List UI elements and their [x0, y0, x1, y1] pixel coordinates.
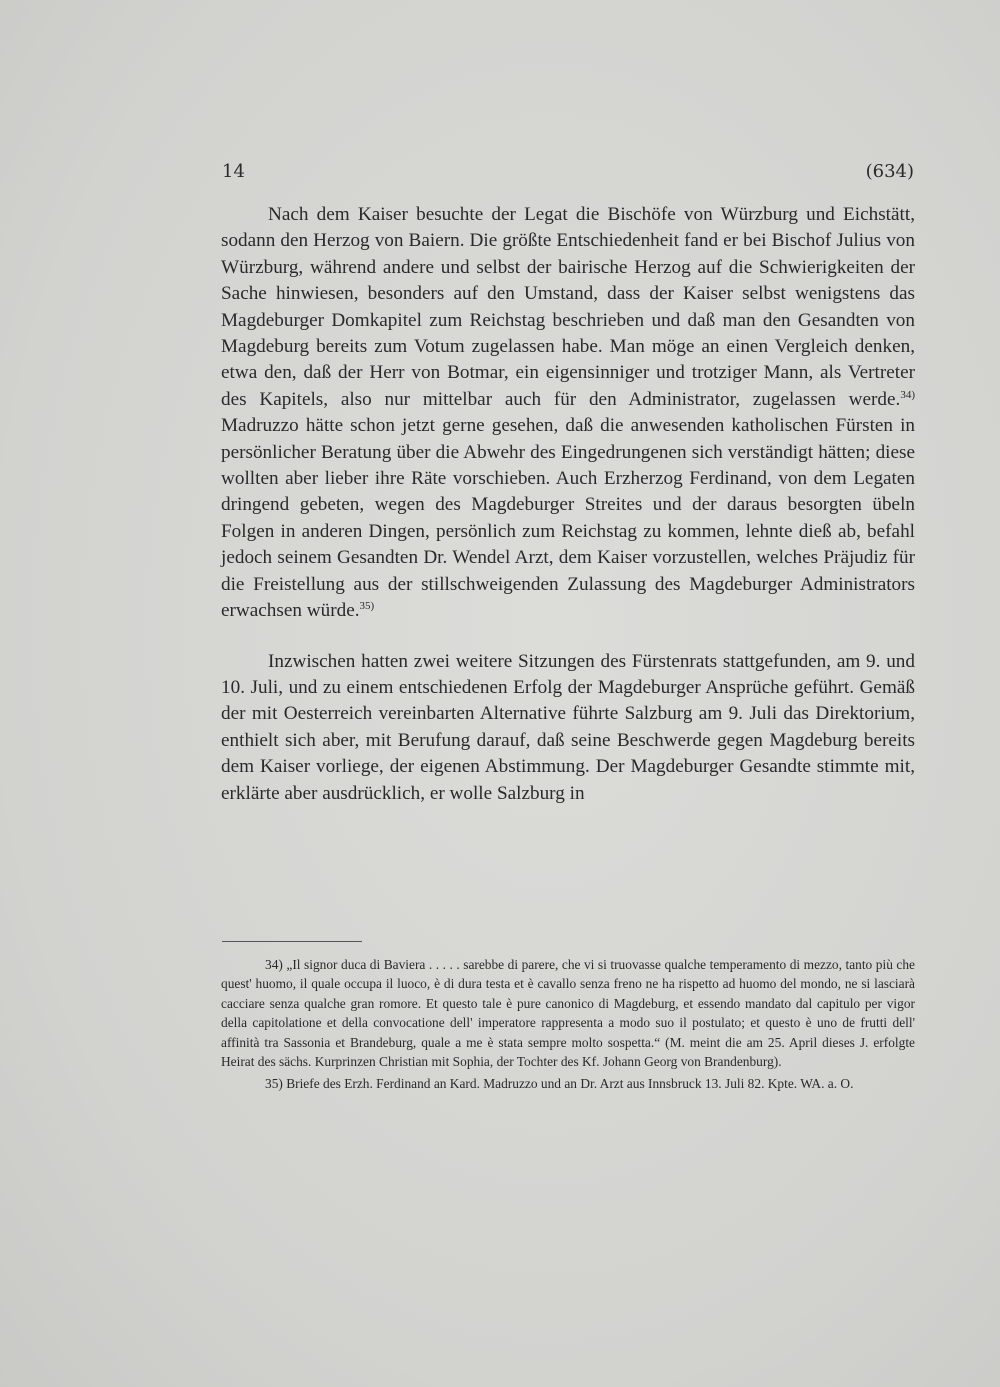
footnote-ref-34: 34): [900, 388, 915, 401]
footnotes: [221, 955, 915, 1094]
paragraph-1: [221, 202, 915, 625]
page-header: [222, 159, 914, 185]
footnote-35: 35) Briefe des Erzh. Ferdinand an Kard. Madruzzo und an Dr. Arzt aus Innsbruck 13. Juli 82. Kpte. WA. a. O.: [265, 1076, 854, 1092]
main-text: [221, 202, 915, 807]
footnote-ref-35: 35): [359, 600, 375, 613]
paragraph-1-part-2: Madruzzo hätte schon jetzt gerne gesehen, daß die anwesenden katholischen Fürsten in persönlicher Beratung über die Abwehr des Eingedrungenen sich verständigt hätten; diese wollten aber lieber ihre Räte vorschieben. Auch Erzherzog Ferdinand, von dem Legaten dringend gebeten, wegen des Magdeburger Streites und der daraus besorgten übeln Folgen in anderen Dingen, persönlich zum Reichstag zu kommen, lehnte dieß ab, befahl jedoch seinem Gesandten Dr. Wendel Arzt, dem Kaiser vorzustellen, welches Präjudiz für die Freistellung aus der stillschweigenden Zulassung des Magdeburger Administrators erwachsen würde.: [221, 415, 915, 622]
footnote-divider: [222, 941, 362, 942]
paragraph-1-part-1: Nach dem Kaiser besuchte der Legat die Bischöfe von Würzburg und Eichstätt, sodann den Herzog von Baiern. Die größte Entschiedenheit fand er bei Bischof Julius von Würzburg, während andere und selbst der bairische Herzog auf die Schwierigkeiten der Sache hinwiesen, besonders auf den Umstand, dass der Kaiser selbst wenigstens das Magdeburger Domkapitel zum Reichstag beschrieben und daß man den Gesandten von Magdeburg bereits zum Votum zugelassen habe. Man möge an einen Vergleich denken, etwa den, daß der Herr von Botmar, ein eigensinniger und trotziger Mann, als Vertreter des Kapitels, also nur mittelbar auch für den Administrator, zugelassen werde.: [221, 204, 915, 410]
footnote-34: 34) „Il signor duca di Baviera . . . . . sarebbe di parere, che vi si truovasse qualche temperamento di mezzo, tanto più che quest' huomo, il quale occupa il luoco, è di dura testa et è cavallo senza freno ne ha rispetto ad huomo del mondo, ne si lasciarà cacciare senza qualche gran romore. Et questo tale è pure canonico di Magdeburg, et essendo mandato dal capitulo per vigor della capitolatione et della convocatione dell' imperatore rappresenta a modo suo il postulato; et questo è uno de frutti dell' affinità tra Sassonia et Brandeburg, quale a me è stata sempre molto sospetta.“ (M. meint die am 25. April dieses J. erfolgte Heirat des sächs. Kurprinzen Christian mit Sophia, der Tochter des Kf. Johann Georg von Brandenburg).: [221, 957, 915, 1070]
page-number: 14: [222, 161, 245, 182]
section-number: (634): [865, 161, 914, 182]
paragraph-2: Inzwischen hatten zwei weitere Sitzungen des Fürstenrats stattgefunden, am 9. und 10. Juli, und zu einem entschiedenen Erfolg der Magdeburger Ansprüche geführt. Gemäß der mit Oesterreich vereinbarten Alternative führte Salzburg am 9. Juli das Direktorium, enthielt sich aber, mit Berufung darauf, daß seine Beschwerde gegen Magdeburg bereits dem Kaiser vorliege, der eigenen Abstimmung. Der Magdeburger Gesandte stimmte mit, erklärte aber ausdrücklich, er wolle Salzburg in: [221, 650, 915, 804]
